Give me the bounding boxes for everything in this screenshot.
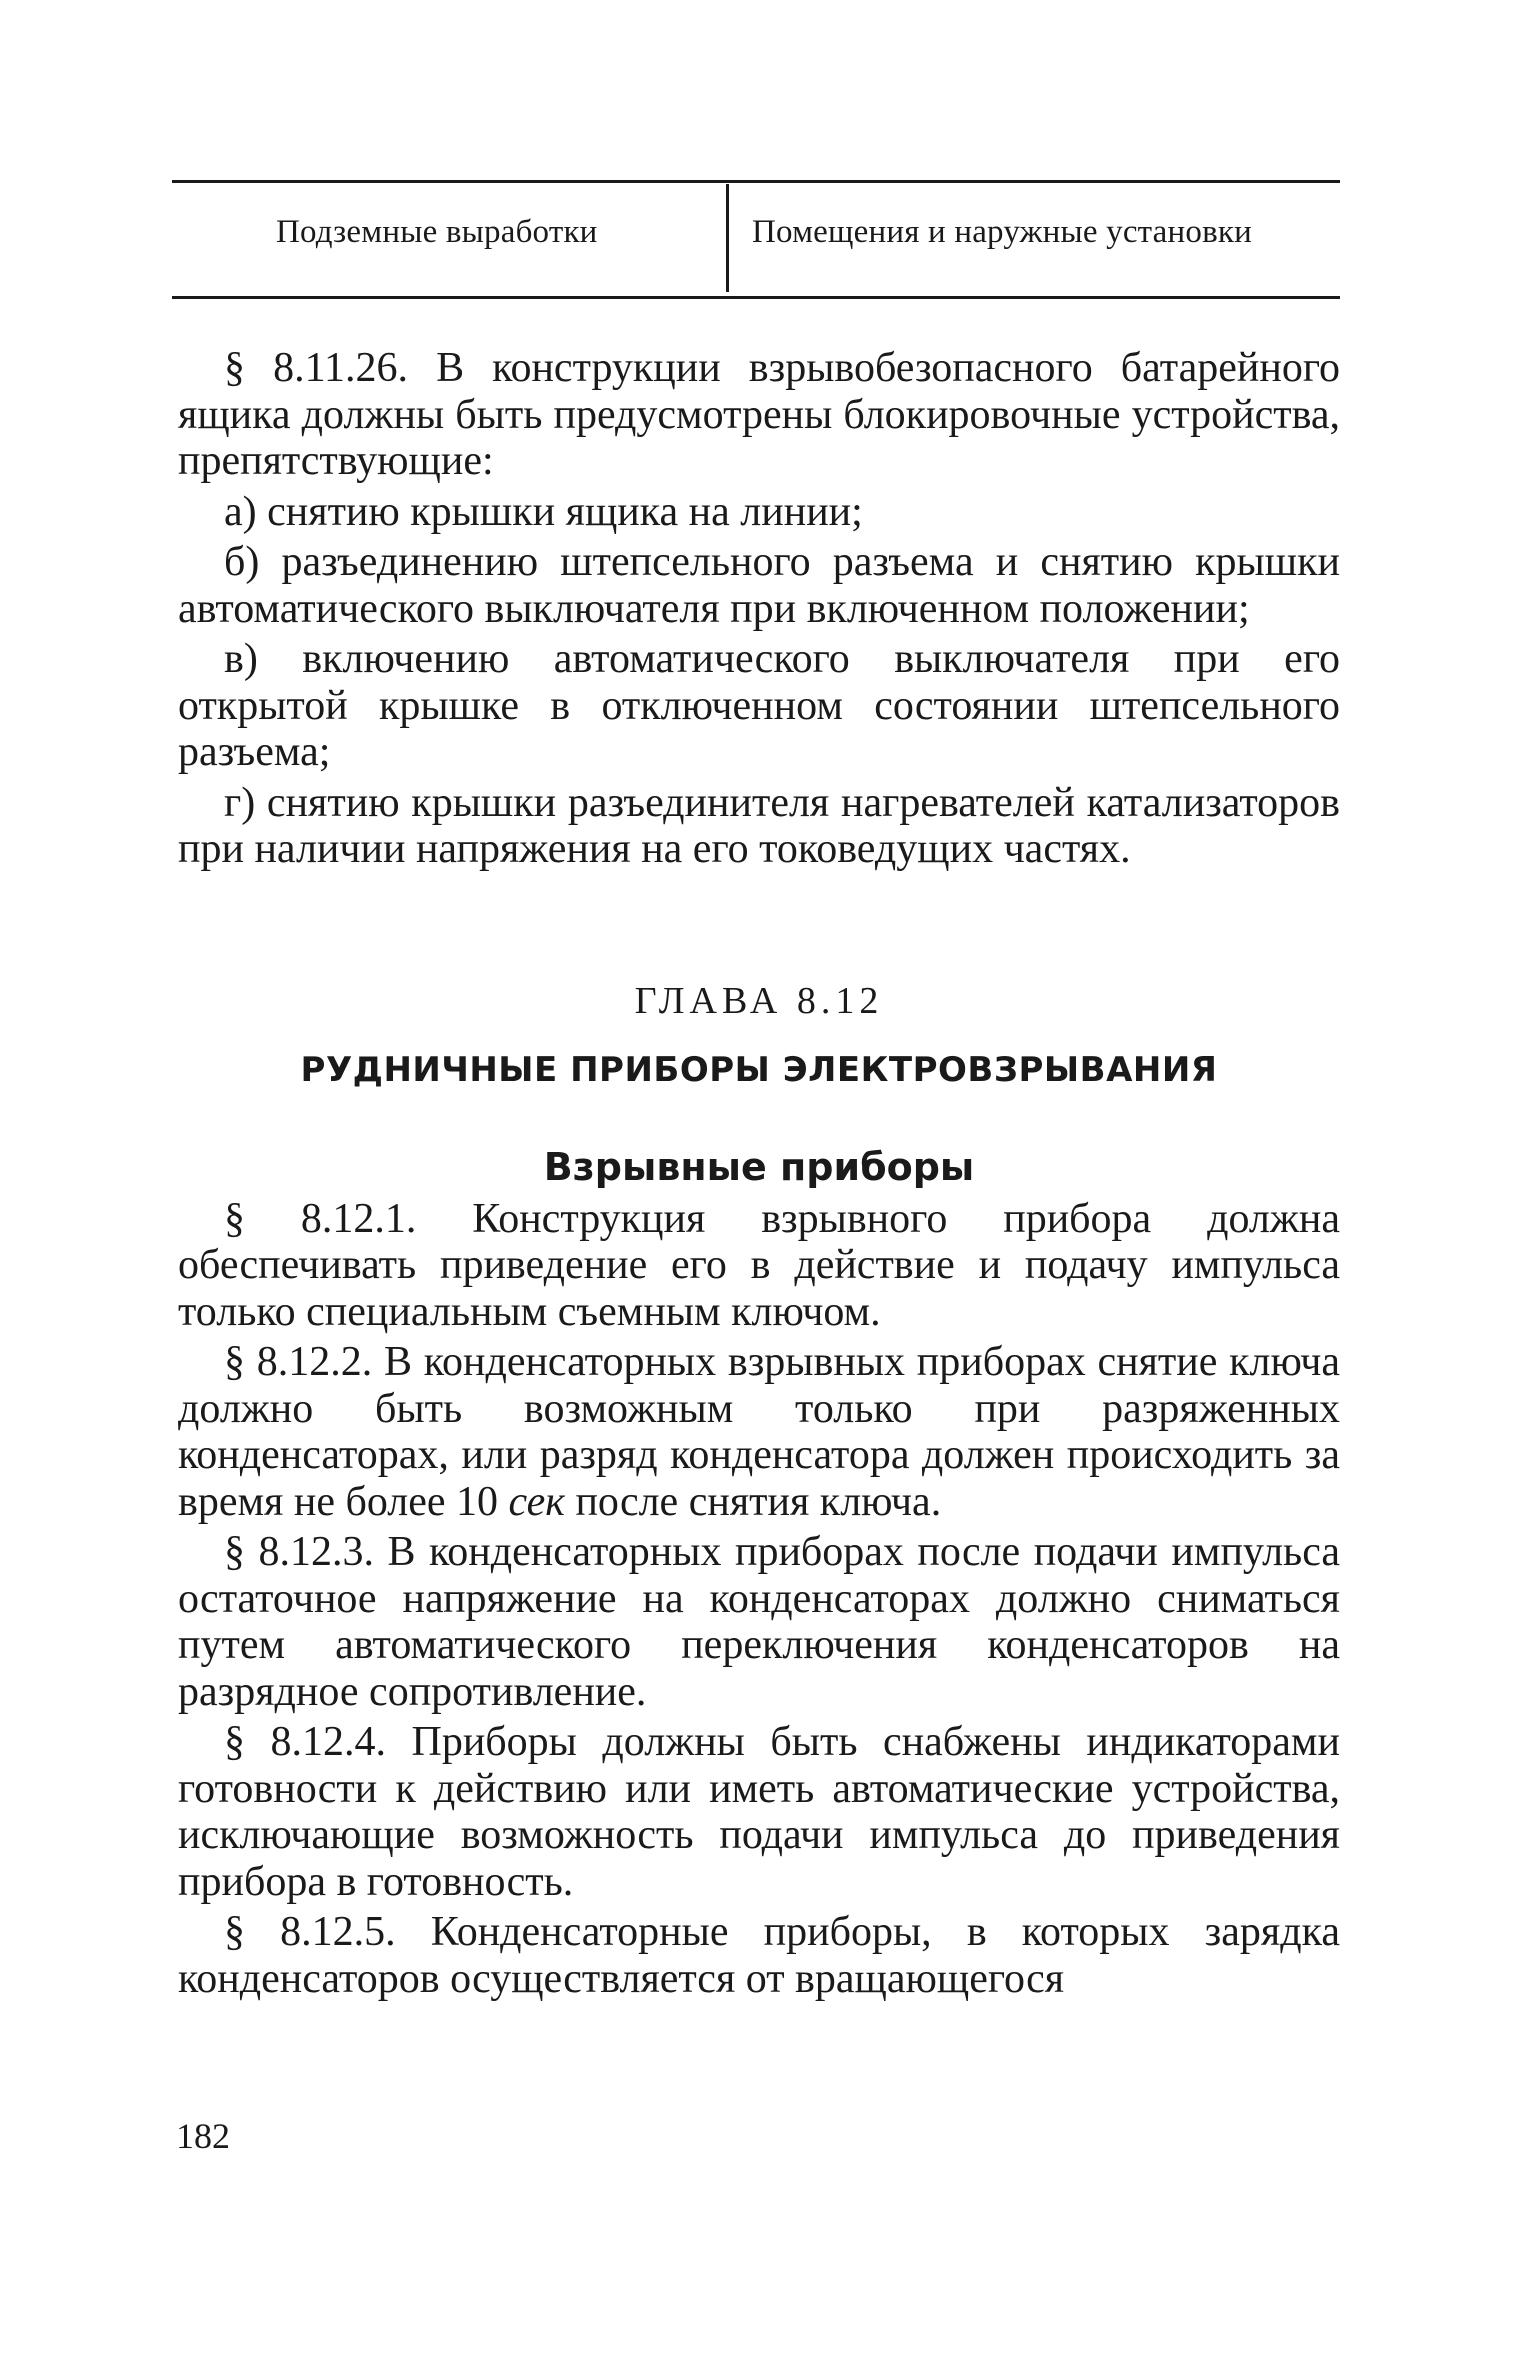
list-item-g: г) снятию крышки разъединителя нагревателей катализаторов при наличии напряжения на его токоведущих частях. <box>178 779 1340 872</box>
paragraph-8-12-2-end: после снятия ключа. <box>564 1478 942 1525</box>
chapter-label: ГЛАВА 8.12 <box>634 979 884 1022</box>
paragraph-8-12-4: § 8.12.4. Приборы должны быть снабжены индикаторами готовности к действию или иметь автоматические устройства, исключающие возможность подачи импульса до приведения прибора в готовность. <box>178 1719 1340 1905</box>
paragraph-8-12-5: § 8.12.5. Конденсаторные приборы, в которых зарядка конденсаторов осуществляется от вращающегося <box>178 1909 1340 2002</box>
list-item-b: б) разъединению штепсельного разъема и снятию крышки автоматического выключателя при включенном положении; <box>178 539 1340 632</box>
header-bottom-rule <box>172 296 1340 299</box>
paragraph-8-12-2 <box>178 1339 1340 1525</box>
header-right-cell: Помещения и наружные установки <box>752 214 1252 250</box>
paragraph-8-12-1: § 8.12.1. Конструкция взрывного прибора должна обеспечивать приведение его в действие и подачу импульса только специальным съемным ключом. <box>178 1195 1340 1335</box>
header-divider <box>726 184 729 292</box>
list-item-a: а) снятию крышки ящика на линии; <box>224 488 863 535</box>
page-number: 182 <box>176 2116 230 2156</box>
chapter-title: РУДНИЧНЫЕ ПРИБОРЫ ЭЛЕКТРОВЗРЫВАНИЯ <box>300 1049 1218 1090</box>
list-item-v: в) включению автоматического выключателя при его открытой крышке в отключенном состоянии штепсельного разъема; <box>178 636 1340 775</box>
section-subtitle: Взрывные приборы <box>543 1144 975 1189</box>
header-top-rule <box>172 180 1340 183</box>
time-unit: сек <box>508 1478 565 1525</box>
page-body <box>178 345 1340 2002</box>
paragraph-8-12-3: § 8.12.3. В конденсаторных приборах после подачи импульса остаточное напряжение на конденсаторах должно сниматься путем автоматического переключения конденсаторов на разрядное сопротивление. <box>178 1529 1340 1715</box>
paragraph-8-12-2-text: § 8.12.2. В конденсаторных взрывных приборах снятие ключа должно быть возможным только при разряженных конденсаторах, или разряд конденсатора должен происходить за время не более 10 <box>178 1339 1340 1525</box>
paragraph-8-11-26: § 8.11.26. В конструкции взрывобезопасного батарейного ящика должны быть предусмотрены блокировочные устройства, препятствующие: <box>178 345 1340 484</box>
section-gap <box>178 873 1340 978</box>
header-left-cell: Подземные выработки <box>276 214 598 250</box>
